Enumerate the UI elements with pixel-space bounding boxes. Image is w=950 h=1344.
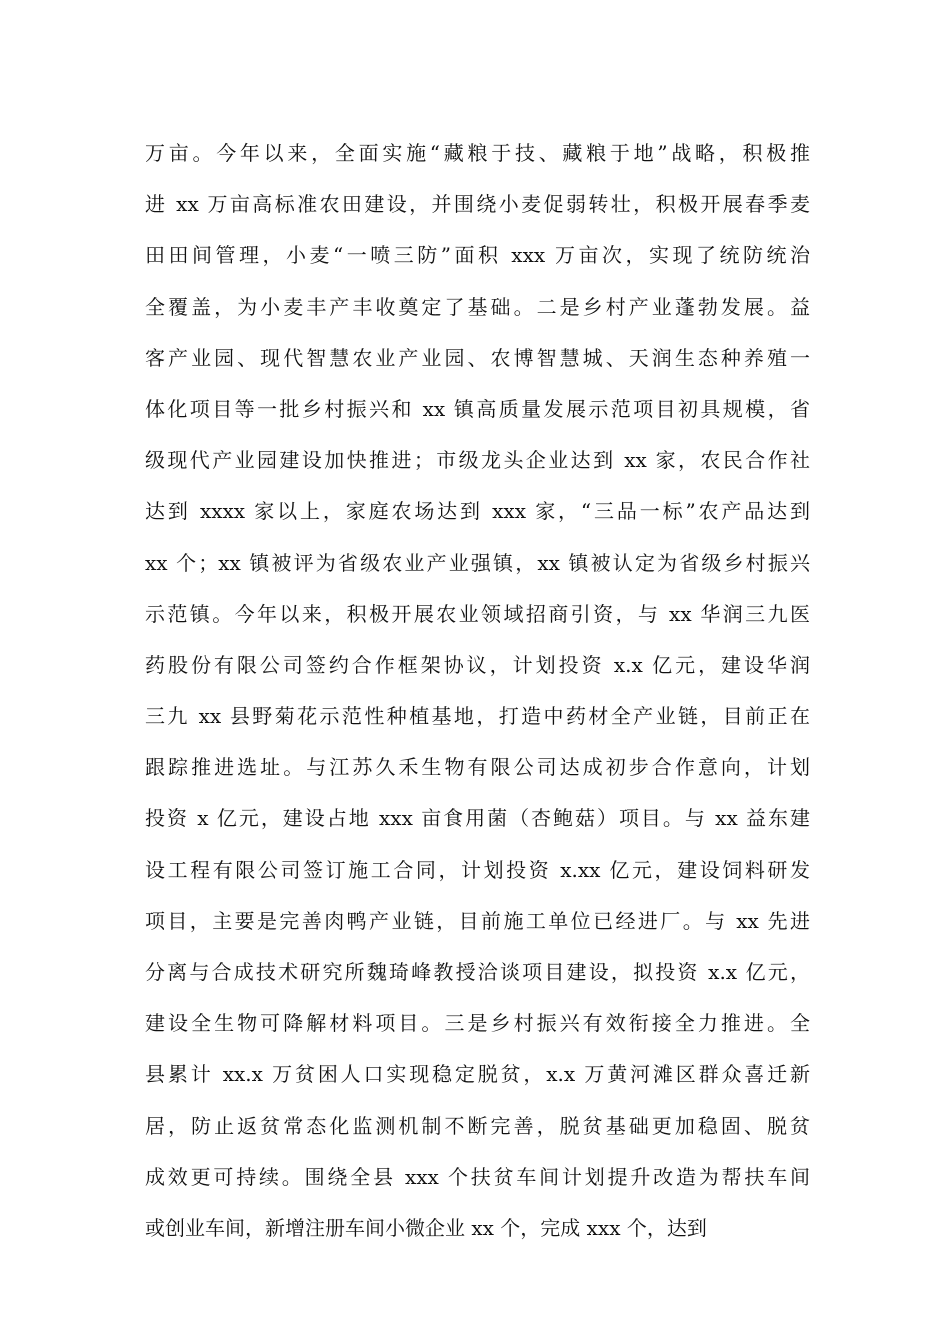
text-line-15: 设工程有限公司签订施工合同，计划投资 x.xx 亿元，建设饲料研发 bbox=[145, 857, 810, 882]
text-line-13: 跟踪推进选址。与江苏久禾生物有限公司达成初步合作意向，计划 bbox=[145, 755, 810, 780]
text-line-7: 级现代产业园建设加快推进；市级龙头企业达到 xx 家，农民合作社 bbox=[145, 448, 810, 473]
text-line-10: 示范镇。今年以来，积极开展农业领域招商引资，与 xx 华润三九医 bbox=[145, 601, 810, 626]
text-line-20: 居，防止返贫常态化监测机制不断完善，脱贫基础更加稳固、脱贫 bbox=[145, 1113, 810, 1138]
text-line-17: 分离与合成技术研究所魏琦峰教授洽谈项目建设，拟投资 x.x 亿元， bbox=[145, 960, 810, 984]
text-line-2: 进 xx 万亩高标准农田建设，并围绕小麦促弱转壮，积极开展春季麦 bbox=[145, 192, 810, 217]
text-line-19: 县累计 xx.x 万贫困人口实现稳定脱贫，x.x 万黄河滩区群众喜迁新 bbox=[145, 1062, 810, 1087]
text-line-4: 全覆盖，为小麦丰产丰收奠定了基础。二是乡村产业蓬勃发展。益 bbox=[145, 294, 810, 319]
body-paragraph bbox=[145, 128, 810, 1254]
text-line-6: 体化项目等一批乡村振兴和 xx 镇高质量发展示范项目初具规模，省 bbox=[145, 396, 810, 421]
text-line-5: 客产业园、现代智慧农业产业园、农博智慧城、天润生态种养殖一 bbox=[145, 345, 810, 370]
text-line-14: 投资 x 亿元，建设占地 xxx 亩食用菌（杏鲍菇）项目。与 xx 益东建 bbox=[145, 806, 810, 831]
text-line-8: 达到 xxxx 家以上，家庭农场达到 xxx 家，“三品一标”农产品达到 bbox=[145, 499, 810, 524]
text-line-11: 药股份有限公司签约合作框架协议，计划投资 x.x 亿元，建设华润 bbox=[145, 652, 810, 677]
text-line-9: xx 个；xx 镇被评为省级农业产业强镇，xx 镇被认定为省级乡村振兴 bbox=[145, 550, 810, 575]
text-line-16: 项目，主要是完善肉鸭产业链，目前施工单位已经进厂。与 xx 先进 bbox=[145, 908, 810, 933]
text-line-21: 成效更可持续。围绕全县 xxx 个扶贫车间计划提升改造为帮扶车间 bbox=[145, 1164, 810, 1189]
text-line-18: 建设全生物可降解材料项目。三是乡村振兴有效衔接全力推进。全 bbox=[145, 1011, 810, 1036]
text-line-1: 万亩。今年以来，全面实施“藏粮于技、藏粮于地”战略，积极推 bbox=[145, 141, 810, 165]
text-line-12: 三九 xx 县野菊花示范性种植基地，打造中药材全产业链，目前正在 bbox=[145, 704, 810, 729]
text-line-3: 田田间管理，小麦“一喷三防”面积 xxx 万亩次，实现了统防统治 bbox=[145, 243, 810, 268]
text-line-22: 或创业车间，新增注册车间小微企业 xx 个，完成 xxx 个，达到 bbox=[145, 1215, 707, 1240]
